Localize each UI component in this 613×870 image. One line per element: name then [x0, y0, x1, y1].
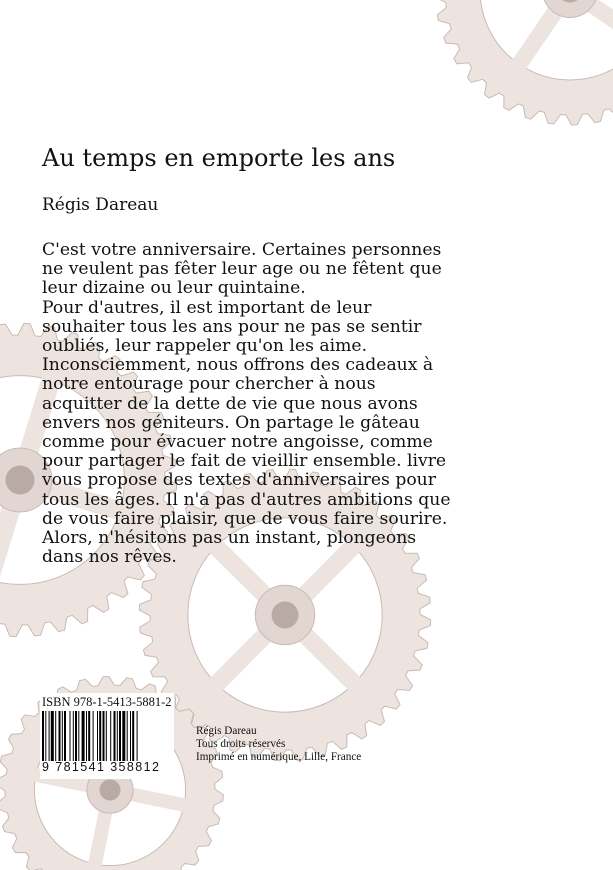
blurb-line: ne veulent pas fêter leur age ou ne fêtent que	[42, 259, 442, 280]
blurb-line: comme pour évacuer notre angoisse, comme	[42, 432, 433, 453]
back-cover-blurb	[42, 241, 462, 567]
imprint-block	[196, 725, 361, 763]
imprint-author: Régis Dareau	[196, 725, 257, 737]
blurb-line: leur dizaine ou leur quintaine.	[42, 278, 306, 299]
blurb-line: envers nos géniteurs. On partage le gâteau	[42, 412, 420, 433]
blurb-line: vous propose des textes d'anniversaires pour	[42, 470, 436, 491]
gear-top-right	[435, 0, 613, 125]
blurb-line: pour partager le fait de vieillir ensemble. livre	[42, 451, 447, 472]
blurb-line: Pour d'autres, il est important de leur	[42, 297, 372, 318]
book-author: Régis Dareau	[42, 195, 159, 215]
isbn-label: ISBN 978-1-5413-5881-2	[42, 695, 172, 709]
blurb-line: de vous faire plaisir, que de vous faire sourire.	[42, 508, 448, 529]
blurb-line: oubliés, leur rappeler qu'on les aime.	[42, 336, 368, 357]
book-title: Au temps en emporte les ans	[42, 144, 396, 172]
imprint-rights: Tous droits réservés	[196, 737, 286, 750]
imprint-printed: Imprimé en numérique, Lille, France	[196, 750, 362, 763]
barcode-bars	[42, 711, 172, 761]
isbn-barcode	[40, 693, 174, 779]
blurb-line: tous les âges. Il n'a pas d'autres ambitions que	[42, 489, 451, 510]
blurb-line: C'est votre anniversaire. Certaines personnes	[42, 240, 442, 260]
blurb-line: dans nos rêves.	[42, 547, 177, 568]
blurb-line: notre entourage pour chercher à nous	[42, 374, 376, 395]
blurb-line: souhaiter tous les ans pour ne pas se sentir	[42, 316, 422, 337]
blurb-line: Inconsciemment, nous offrons des cadeaux à	[42, 355, 434, 376]
barcode-digits: 9 781541 358812	[42, 760, 161, 774]
blurb-line: acquitter de la dette de vie que nous avons	[42, 393, 418, 414]
blurb-line: Alors, n'hésitons pas un instant, plongeons	[42, 528, 417, 549]
